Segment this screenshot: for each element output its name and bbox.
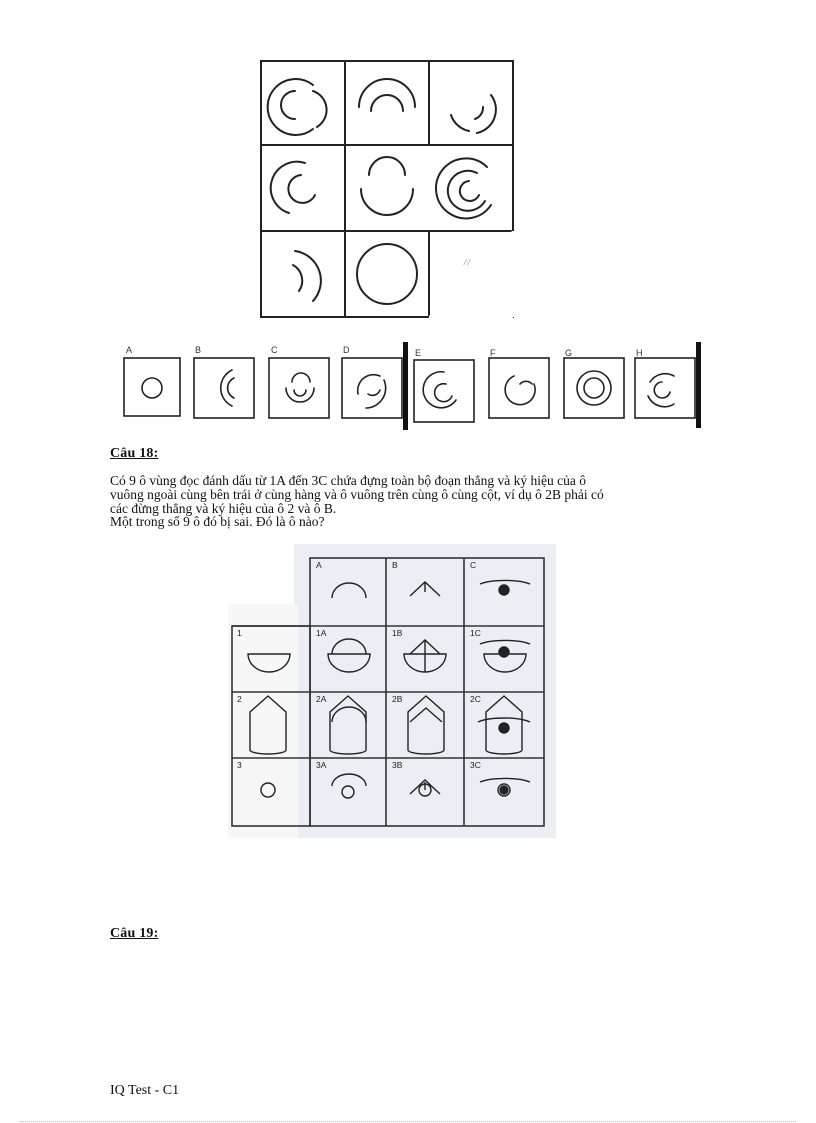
option-label-d: D: [343, 345, 350, 355]
question-18-line-1: Có 9 ô vùng đọc đánh dấu từ 1A đến 3C chứa đựng toàn bộ đoạn thẳng và ký hiệu của ô: [110, 473, 586, 488]
matrix-cell-3-2: [357, 244, 417, 304]
option-label-f: F: [490, 348, 496, 358]
question-18-line-3: các đừng thẳng và ký hiệu của ô 2 và ô B.: [110, 500, 337, 516]
matrix-cell-2-2: [361, 157, 413, 215]
option-label-h: H: [636, 348, 643, 358]
question-19-heading: Câu 19:: [110, 926, 159, 941]
grid-cell-label-1a: 1A: [316, 628, 327, 638]
option-label-b: B: [195, 345, 202, 355]
svg-text:⁄ ⁄: ⁄ ⁄: [465, 258, 470, 267]
grid-cell-label-1c: 1C: [470, 628, 481, 638]
grid-col-label-c: C: [470, 560, 477, 570]
grid-col-label-a: A: [316, 560, 322, 570]
question-18-text: [110, 474, 720, 529]
grid-col-label-b: B: [392, 560, 398, 570]
matrix-cell-2-3: [436, 158, 491, 218]
option-e-figure: [423, 372, 456, 408]
matrix-cell-1-1: [268, 79, 327, 135]
matrix-cell-2-1: [271, 162, 315, 213]
arc-matrix-puzzle: [255, 55, 540, 325]
symbol-grid-puzzle: [228, 544, 558, 838]
question-18-line-4: Một trong số 9 ô đó bị sai. Đó là ô nào?: [110, 514, 325, 530]
grid-cell-label-3a: 3A: [316, 760, 327, 770]
arc-answer-options: [118, 340, 708, 432]
option-label-e: E: [415, 348, 422, 358]
grid-row-label-2: 2: [237, 694, 242, 704]
matrix-cell-1-3: [451, 95, 496, 133]
option-d-figure: [358, 375, 386, 408]
grid-cell-label-3b: 3B: [392, 760, 403, 770]
matrix-cell-3-1: [293, 251, 321, 301]
option-a-figure: [142, 378, 162, 398]
question-18-line-2: vuông ngoài cùng bên trái ở cùng hàng và ô vuông trên cùng ô cùng cột, ví dụ ô 2B phải có: [110, 486, 604, 502]
grid-row-label-3: 3: [237, 760, 242, 770]
option-f-figure: [505, 376, 535, 405]
option-h-figure: [648, 374, 674, 407]
footer-rule: [20, 1121, 796, 1122]
option-label-g: G: [565, 348, 573, 358]
grid-cell-label-3c: 3C: [470, 760, 481, 770]
option-g-figure: [577, 371, 611, 405]
grid-row-label-1: 1: [237, 628, 242, 638]
matrix-cell-1-2: [359, 79, 415, 111]
page-footer: IQ Test - C1: [110, 1083, 180, 1098]
option-b-figure: [221, 370, 234, 406]
question-18-heading: Câu 18:: [110, 446, 159, 461]
grid-cell-label-1b: 1B: [392, 628, 403, 638]
option-c-figure: [286, 373, 314, 402]
grid-cell-label-2c: 2C: [470, 694, 481, 704]
option-label-c: C: [271, 345, 278, 355]
grid-cell-label-2a: 2A: [316, 694, 327, 704]
option-label-a: A: [126, 345, 133, 355]
grid-cell-label-2b: 2B: [392, 694, 403, 704]
